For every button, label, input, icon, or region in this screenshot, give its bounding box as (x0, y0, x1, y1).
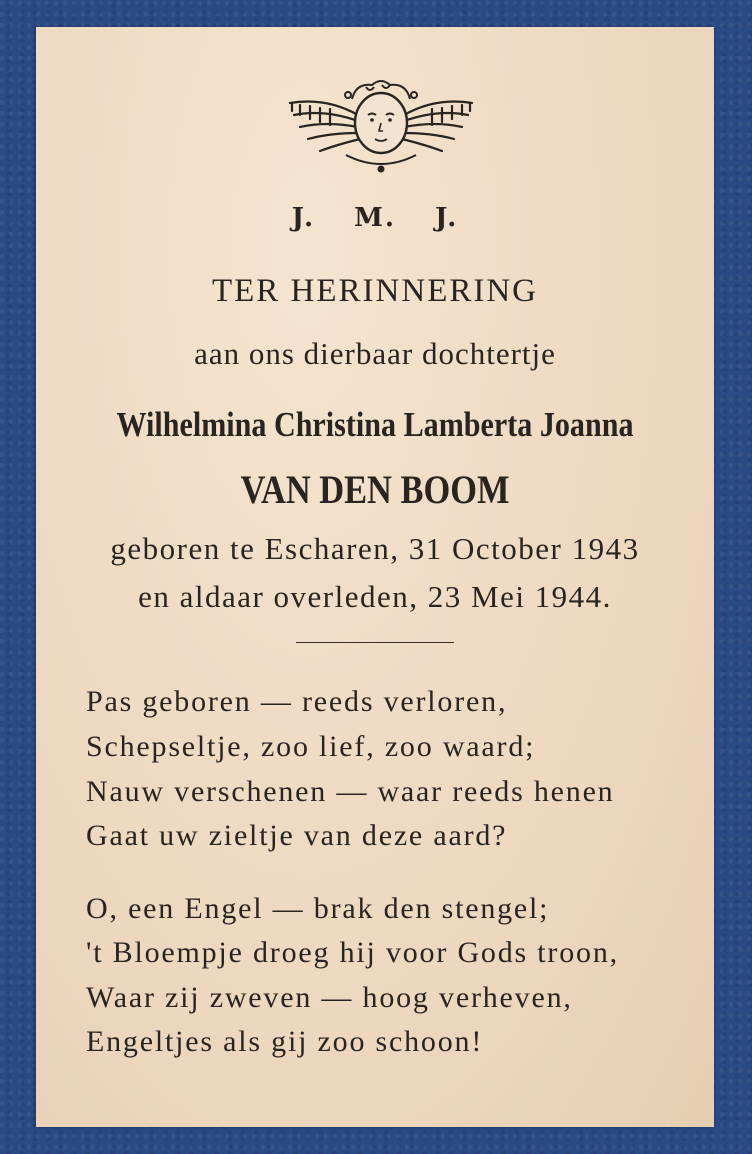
subheading: aan ons dierbaar dochtertje (194, 336, 556, 371)
memorial-card (36, 27, 714, 1127)
poem-line: Nauw verschenen — waar reeds henen (86, 775, 615, 808)
surname: VAN DEN BOOM (240, 467, 510, 512)
poem-line: Waar zij zweven — hoog verheven, (86, 981, 573, 1014)
monogram-jmj (36, 203, 714, 233)
poem-line: O, een Engel — brak den stengel; (86, 892, 550, 925)
poem-line: 't Bloempje droeg hij voor Gods troon, (86, 936, 619, 969)
heading: TER HERINNERING (211, 273, 539, 309)
death-line: en aldaar overleden, 23 Mei 1944. (138, 579, 612, 614)
monogram-letter: M. (354, 203, 396, 233)
monogram-letter: J. (291, 203, 316, 233)
poem-line: Engeltjes als gij zoo schoon! (86, 1025, 484, 1058)
poem-line: Gaat uw zieltje van deze aard? (86, 819, 508, 852)
divider (296, 642, 454, 643)
birth-line: geboren te Escharen, 31 October 1943 (110, 531, 640, 566)
winged-cherub-head-icon (286, 75, 476, 175)
poem-line: Pas geboren — reeds verloren, (86, 685, 508, 718)
monogram-letter: J. (434, 203, 459, 233)
poem-line: Schepseltje, zoo lief, zoo waard; (86, 730, 536, 763)
given-names: Wilhelmina Christina Lamberta Joanna (116, 405, 634, 444)
